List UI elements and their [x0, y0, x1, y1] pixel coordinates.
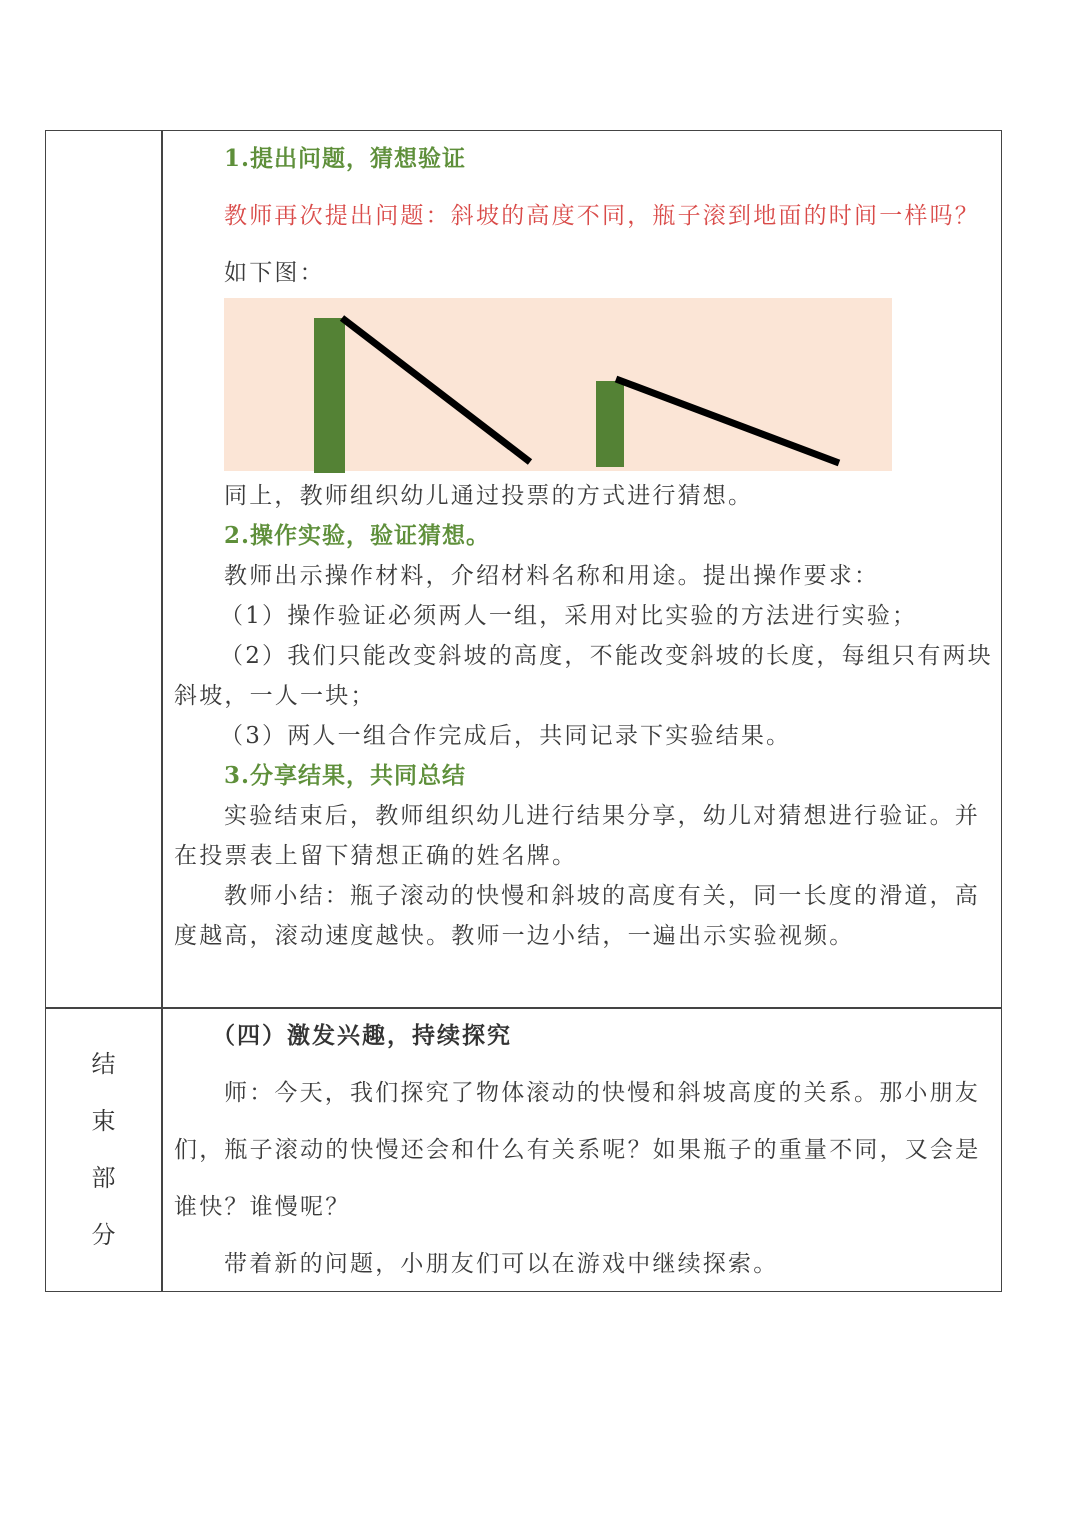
- process-cell: [174, 131, 993, 1007]
- slope-diagram: [224, 298, 892, 473]
- share-line-2: 在投票表上留下猜想正确的姓名牌。: [174, 843, 578, 869]
- summary-line-2: 度越高，滚动速度越快。教师一边小结，一遍出示实验视频。: [174, 923, 855, 949]
- vote-guess-text: 同上，教师组织幼儿通过投票的方式进行猜想。: [224, 483, 754, 509]
- heading-share: 3.分享结果，共同总结: [224, 762, 467, 789]
- teacher-question: 教师再次提出问题：斜坡的高度不同，瓶子滚到地面的时间一样吗？: [224, 203, 980, 229]
- tall-pillar: [314, 318, 345, 473]
- label-char: 分: [91, 1221, 116, 1249]
- summary-line-1: 教师小结：瓶子滚动的快慢和斜坡的高度有关，同一长度的滑道，高: [224, 883, 980, 909]
- teacher-line-1: 师：今天，我们探究了物体滚动的快慢和斜坡高度的关系。那小朋友: [224, 1080, 980, 1106]
- heading-experiment: 2.操作实验，验证猜想。: [224, 522, 491, 549]
- short-pillar: [596, 381, 624, 467]
- teacher-line-3: 谁快？谁慢呢？: [174, 1194, 351, 1220]
- requirement-2-line1: （2）我们只能改变斜坡的高度，不能改变斜坡的长度，每组只有两块: [220, 643, 993, 669]
- requirement-2-line2: 斜坡，一人一块；: [174, 683, 376, 709]
- requirement-1: （1）操作验证必须两人一组，采用对比实验的方法进行实验；: [220, 603, 918, 629]
- figure-caption: 如下图：: [224, 260, 325, 286]
- requirement-3: （3）两人一组合作完成后，共同记录下实验结果。: [220, 723, 792, 749]
- section-title: （四）激发兴趣，持续探究: [212, 1022, 512, 1049]
- materials-intro: 教师出示操作材料，介绍材料名称和用途。提出操作要求：: [224, 563, 880, 589]
- label-char: 部: [91, 1164, 116, 1192]
- closing-line: 带着新的问题，小朋友们可以在游戏中继续探索。: [224, 1251, 779, 1277]
- ending-label-cell: [46, 1007, 161, 1293]
- heading-raise-question: 1.提出问题，猜想验证: [224, 145, 467, 172]
- teacher-line-2: 们，瓶子滚动的快慢还会和什么有关系呢？如果瓶子的重量不同，又会是: [174, 1137, 981, 1163]
- label-char: 束: [91, 1107, 116, 1135]
- lesson-table: [45, 130, 1002, 1292]
- column-divider: [161, 131, 163, 1291]
- label-char: 结: [91, 1050, 116, 1078]
- share-line-1: 实验结束后，教师组织幼儿进行结果分享，幼儿对猜想进行验证。并: [224, 803, 980, 829]
- ending-cell: [174, 1007, 989, 1293]
